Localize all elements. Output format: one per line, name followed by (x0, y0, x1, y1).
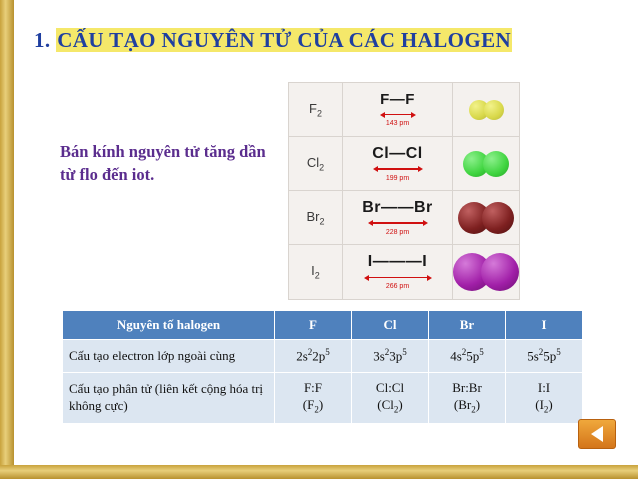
cell-molecule-i: I:I $(I_2)$ (506, 373, 583, 424)
back-arrow-icon (591, 426, 603, 442)
cell-config-br: $4s^25p^5$ (429, 340, 506, 373)
diatomic-molecule-icon (469, 100, 504, 120)
bond-distance: 143 pm (385, 120, 410, 127)
table-row (63, 373, 583, 424)
figure-row-i2 (289, 245, 519, 299)
column-header-br: Br (429, 311, 506, 340)
atom-model-br2 (453, 191, 519, 244)
figure-row-cl2 (289, 137, 519, 191)
subtitle-text: Bán kính nguyên tử tăng dần từ flo đến iot. (60, 142, 266, 185)
atom-model-cl2 (453, 137, 519, 190)
cell-config-cl: $3s^23p^5$ (352, 340, 429, 373)
bond-cell-br2 (343, 191, 453, 244)
diatomic-molecule-icon (463, 151, 509, 177)
diatomic-molecule-icon (458, 202, 514, 234)
atom-model-f2 (453, 83, 519, 136)
row-label-molecular-structure: Cấu tạo phân tử (liên kết cộng hóa trị không cực) (63, 373, 275, 424)
bond-label: Br——Br (362, 198, 433, 216)
cell-molecule-br: Br:Br $(Br_2)$ (429, 373, 506, 424)
halogen-properties-table (62, 310, 583, 424)
bond-distance: 266 pm (385, 283, 410, 290)
column-header-i: I (506, 311, 583, 340)
formula-br2: $Br_2$ (306, 208, 325, 227)
formula-i2: $I_2$ (311, 263, 320, 281)
atom-model-i2 (453, 245, 519, 299)
molecule-figure (288, 82, 520, 300)
formula-cl2: $Cl_2$ (306, 154, 325, 173)
figure-row-f2 (289, 83, 519, 137)
diatomic-molecule-icon (453, 253, 519, 291)
cell-config-i: $5s^25p^5$ (506, 340, 583, 373)
distance-arrow-icon (380, 110, 416, 119)
bond-label: I———I (367, 253, 428, 270)
column-header-cl: Cl (352, 311, 429, 340)
distance-arrow-icon (368, 219, 428, 228)
bond-cell-f2 (343, 83, 453, 136)
bond-cell-i2 (343, 245, 453, 299)
page-title (34, 28, 512, 53)
bond-label: Cl—Cl (372, 144, 423, 162)
bond-distance: 199 pm (385, 174, 410, 182)
row-label-electron-config: Cấu tạo electron lớp ngoài cùng (63, 340, 275, 373)
title-number: 1. (34, 28, 51, 52)
figure-row-br2 (289, 191, 519, 245)
distance-arrow-icon (364, 273, 432, 282)
cell-molecule-cl: Cl:Cl $(Cl_2)$ (352, 373, 429, 424)
formula-f2: $F_2$ (309, 100, 322, 119)
table-header-row (63, 311, 583, 340)
decorative-left-border (0, 0, 14, 479)
cell-config-f: $2s^22p^5$ (275, 340, 352, 373)
column-header-element: Nguyên tố halogen (63, 311, 275, 340)
bond-distance: 228 pm (385, 228, 410, 236)
formula-cell (289, 83, 343, 136)
formula-cell (289, 191, 343, 244)
bond-label: F—F (380, 91, 415, 108)
bond-cell-cl2 (343, 137, 453, 190)
back-button[interactable] (578, 419, 616, 449)
cell-molecule-f: F:F $(F_2)$ (275, 373, 352, 424)
formula-cell (289, 245, 343, 299)
title-text: CẤU TẠO NGUYÊN TỬ CỦA CÁC HALOGEN (57, 28, 512, 52)
distance-arrow-icon (373, 165, 423, 174)
table-row (63, 340, 583, 373)
decorative-bottom-border (0, 465, 638, 479)
column-header-f: F (275, 311, 352, 340)
formula-cell (289, 137, 343, 190)
